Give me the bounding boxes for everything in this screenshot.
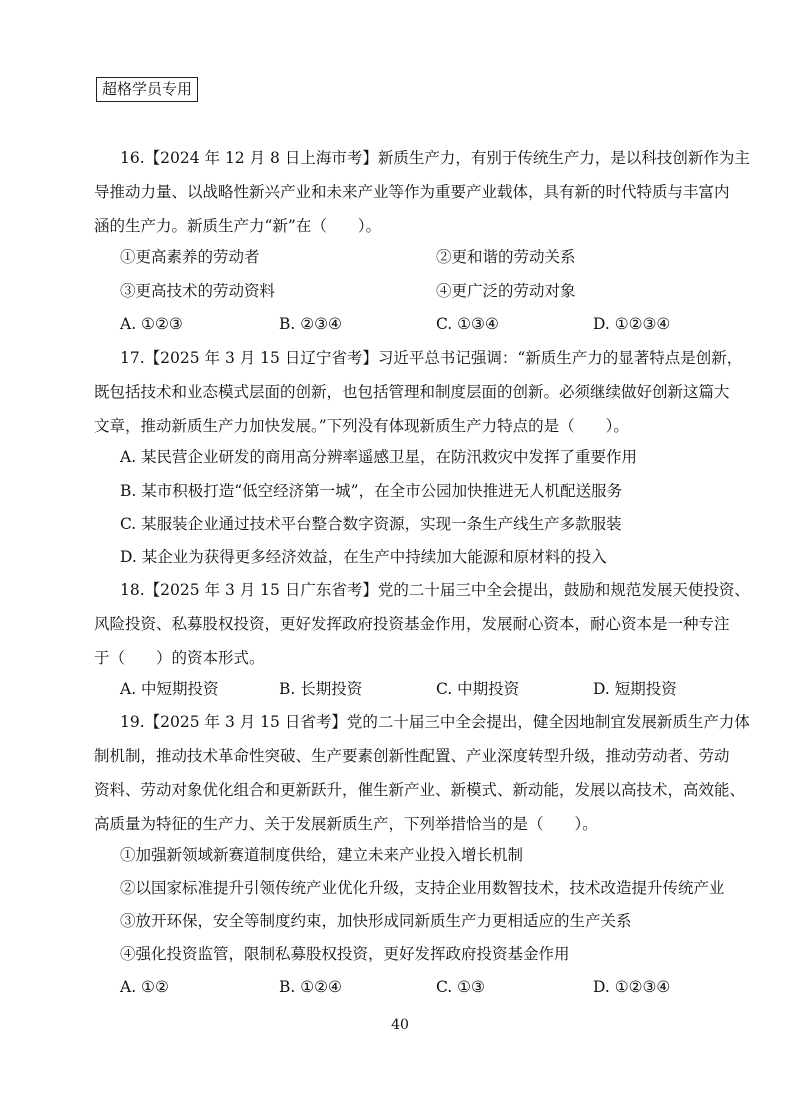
question-16-statement-4: ④更广泛的劳动对象 — [436, 282, 576, 300]
question-19-line-4: 高质量为特征的生产力、关于发展新质生产，下列举措恰当的是（ ）。 — [94, 815, 598, 833]
question-18-line-2: 风险投资、私募股权投资，更好发挥政府投资基金作用，发展耐心资本，耐心资本是一种专注 — [94, 615, 730, 633]
question-19-statement-3: ③放开环保，安全等制度约束，加快形成同新质生产力更相适应的生产关系 — [120, 912, 632, 930]
question-18-option-b[interactable]: B. 长期投资 — [279, 680, 363, 698]
question-19-stem — [94, 705, 750, 841]
question-19-option-b[interactable]: B. ①②④ — [279, 978, 342, 996]
question-19-line-2: 制机制，推动技术革命性突破、生产要素创新性配置、产业深度转型升级，推动劳动者、劳动 — [94, 747, 730, 765]
question-17-choice-b[interactable]: B. 某市积极打造“低空经济第一城”，在全市公园加快推进无人机配送服务 — [120, 482, 623, 500]
question-16-line-1: 16.【2024 年 12 月 8 日上海市考】新质生产力，有别于传统生产力，是以科技创新作为主 — [120, 149, 750, 167]
question-16-option-c[interactable]: C. ①③④ — [436, 315, 499, 333]
question-16-options — [120, 307, 720, 341]
question-16-option-d[interactable]: D. ①②③④ — [593, 315, 671, 333]
question-19-option-a[interactable]: A. ①② — [120, 978, 169, 996]
question-19-statement-1: ①加强新领域新赛道制度供给，建立未来产业投入增长机制 — [120, 846, 524, 864]
question-16-line-3: 涵的生产力。新质生产力“新”在（ ）。 — [94, 217, 382, 235]
question-19-option-c[interactable]: C. ①③ — [436, 978, 485, 996]
question-17-choice-a[interactable]: A. 某民营企业研发的商用高分辨率遥感卫星，在防汛救灾中发挥了重要作用 — [120, 448, 638, 466]
question-18-option-a[interactable]: A. 中短期投资 — [120, 680, 219, 698]
question-19-line-3: 资料、劳动对象优化组合和更新跃升，催生新产业、新模式、新动能，发展以高技术，高效能、 — [94, 781, 746, 799]
question-18-line-1: 18.【2025 年 3 月 15 日广东省考】党的二十届三中全会提出，鼓励和规范发展天使投资、 — [120, 581, 750, 599]
question-19-options — [120, 970, 720, 1004]
question-16-statement-2: ②更和谐的劳动关系 — [436, 248, 576, 266]
question-19-statement-4: ④强化投资监管，限制私募股权投资，更好发挥政府投资基金作用 — [120, 945, 570, 963]
question-17-stem — [94, 341, 743, 443]
page-number: 40 — [391, 1017, 409, 1033]
question-16-option-b[interactable]: B. ②③④ — [279, 315, 342, 333]
question-16-statement-1: ①更高素养的劳动者 — [120, 248, 260, 266]
question-18-stem — [94, 573, 750, 675]
question-16-statement-3: ③更高技术的劳动资料 — [120, 282, 276, 300]
question-16-line-2: 导推动力量、以战略性新兴产业和未来产业等作为重要产业载体，具有新的时代特质与丰富内 — [94, 183, 730, 201]
question-19-line-1: 19.【2025 年 3 月 15 日省考】党的二十届三中全会提出，健全因地制宜发展新质生产力体 — [120, 713, 750, 731]
question-19-option-d[interactable]: D. ①②③④ — [593, 978, 671, 996]
question-18-options — [120, 672, 720, 706]
question-18-option-d[interactable]: D. 短期投资 — [593, 680, 677, 698]
question-16-option-a[interactable]: A. ①②③ — [120, 315, 183, 333]
question-17-choice-c[interactable]: C. 某服装企业通过技术平台整合数字资源，实现一条生产线生产多款服装 — [120, 515, 622, 533]
question-17-line-3: 文章，推动新质生产力加快发展。”下列没有体现新质生产力特点的是（ ）。 — [94, 417, 629, 435]
question-17-line-1: 17.【2025 年 3 月 15 日辽宁省考】习近平总书记强调：“新质生产力的显著特点是创新， — [120, 349, 743, 367]
question-17-choice-d[interactable]: D. 某企业为获得更多经济效益，在生产中持续加大能源和原材料的投入 — [120, 548, 607, 566]
question-18-line-3: 于（ ）的资本形式。 — [94, 649, 265, 667]
question-18-option-c[interactable]: C. 中期投资 — [436, 680, 520, 698]
question-16-stem — [94, 141, 750, 243]
question-19-statement-2: ②以国家标准提升引领传统产业优化升级，支持企业用数智技术，技术改造提升传统产业 — [120, 879, 725, 897]
question-17-line-2: 既包括技术和业态模式层面的创新，也包括管理和制度层面的创新。必须继续做好创新这篇大 — [94, 383, 730, 401]
header-label: 超格学员专用 — [96, 77, 198, 102]
